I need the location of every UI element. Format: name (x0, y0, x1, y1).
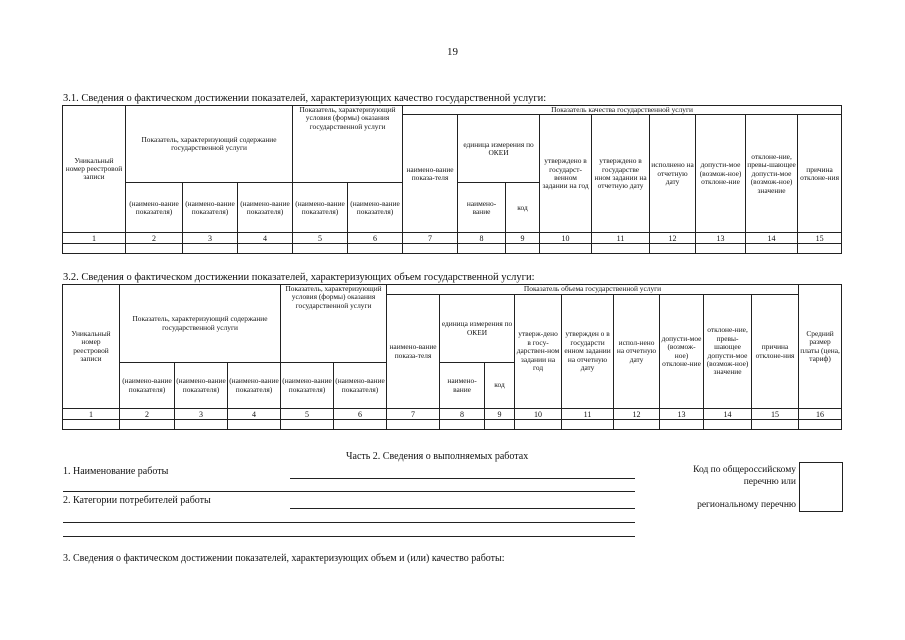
table-cell[interactable] (650, 244, 696, 254)
code-label-line-2: перечню или (743, 477, 796, 487)
column-number: 5 (281, 409, 334, 420)
table-cell[interactable] (63, 244, 126, 254)
column-number: 12 (650, 233, 696, 244)
subheader-naim: (наимено-вание показателя) (183, 183, 238, 233)
column-number: 11 (592, 233, 650, 244)
work-name-label: 1. Наименование работы (63, 466, 169, 477)
consumers-line[interactable] (290, 508, 635, 509)
header-approved-date: утверждено в государстве нном задании на отчетную дату (592, 115, 650, 233)
section-3-2-title: 3.2. Сведения о фактическом достижении показателей, характеризующих объем государственной услуги: (63, 272, 535, 283)
header-allowed-deviation: допусти-мое (возмож-ное) отклоне-ние (660, 295, 704, 409)
column-number: 7 (387, 409, 440, 420)
column-number: 13 (660, 409, 704, 420)
subheader-naim: (наимено-вание показателя) (348, 183, 403, 233)
table-cell[interactable] (175, 420, 228, 430)
column-number: 6 (348, 233, 403, 244)
header-unique-number: Уникальный номер реестровой записи (63, 285, 120, 409)
column-number: 8 (458, 233, 506, 244)
header-allowed-deviation: допусти-мое (возмож-ное) отклоне-ние (696, 115, 746, 233)
code-label-line-3: региональному перечню (697, 500, 796, 510)
header-okei-unit: единица измерения по ОКЕИ (440, 295, 515, 363)
column-number: 9 (485, 409, 515, 420)
header-quality-indicator: Показатель качества государственной услуги (403, 106, 842, 115)
table-cell[interactable] (592, 244, 650, 254)
code-label-line-1: Код по общероссийскому (693, 465, 796, 475)
code-box[interactable] (799, 462, 843, 512)
column-number: 3 (175, 409, 228, 420)
page-number: 19 (447, 46, 458, 58)
work-name-line[interactable] (290, 478, 635, 479)
table-cell[interactable] (614, 420, 660, 430)
subheader-naim: (наимено-вание показателя) (228, 363, 281, 409)
table-cell[interactable] (183, 244, 238, 254)
column-number: 7 (403, 233, 458, 244)
consumers-line-3[interactable] (63, 536, 635, 537)
header-indicator-name: наимено-вание показа-теля (403, 115, 458, 233)
column-number: 9 (506, 233, 540, 244)
column-number: 14 (746, 233, 798, 244)
table-cell[interactable] (799, 420, 842, 430)
table-cell[interactable] (293, 244, 348, 254)
table-cell[interactable] (704, 420, 752, 430)
subheader-naim: (наимено-вание показателя) (175, 363, 228, 409)
table-row (63, 420, 842, 430)
column-number: 16 (799, 409, 842, 420)
section-3-title: 3. Сведения о фактическом достижении показателей, характеризующих объем и (или) качество работы: (63, 553, 505, 564)
column-number: 10 (515, 409, 562, 420)
column-number: 15 (752, 409, 799, 420)
volume-indicators-table (62, 284, 842, 430)
column-number: 11 (562, 409, 614, 420)
column-number: 5 (293, 233, 348, 244)
header-unique-number: Уникальный номер реестровой записи (63, 106, 126, 233)
table-cell[interactable] (334, 420, 387, 430)
table-cell[interactable] (120, 420, 175, 430)
header-exceeding-deviation: отклоне-ние, превы-шающее допусти-мое (возмож-ное) значение (746, 115, 798, 233)
column-number: 6 (334, 409, 387, 420)
header-unit-name: наимено-вание (458, 183, 506, 233)
table-cell[interactable] (281, 420, 334, 430)
header-deviation-reason: причина отклоне-ния (752, 295, 799, 409)
column-number: 10 (540, 233, 592, 244)
header-content-indicator: Показатель, характеризующий содержание государственной услуги (126, 106, 293, 183)
table-cell[interactable] (63, 420, 120, 430)
header-executed: испол-нено на отчетную дату (614, 295, 660, 409)
table-cell[interactable] (387, 420, 440, 430)
header-executed: исполнено на отчетную дату (650, 115, 696, 233)
quality-indicators-table (62, 105, 842, 254)
header-average-price: Средний размер платы (цена, тариф) (799, 285, 842, 409)
table-cell[interactable] (403, 244, 458, 254)
header-approved-year: утверждено в государст-венном задании на год (540, 115, 592, 233)
table-cell[interactable] (660, 420, 704, 430)
header-exceeding-deviation: отклоне-ние, превы-шающее допусти-мое (возмож-ное) значение (704, 295, 752, 409)
header-approved-date: утвержден о в государсти енном задании на отчетную дату (562, 295, 614, 409)
consumers-line-2[interactable] (63, 522, 635, 523)
table-cell[interactable] (348, 244, 403, 254)
column-number: 13 (696, 233, 746, 244)
column-number: 8 (440, 409, 485, 420)
column-number: 1 (63, 233, 126, 244)
table-cell[interactable] (228, 420, 281, 430)
table-cell[interactable] (126, 244, 183, 254)
column-number: 1 (63, 409, 120, 420)
table-cell[interactable] (458, 244, 506, 254)
table-cell[interactable] (506, 244, 540, 254)
table-row (63, 244, 842, 254)
header-approved-year: утверж-дено в госу-дарствен-ном задании на год (515, 295, 562, 409)
column-number: 4 (228, 409, 281, 420)
table-cell[interactable] (798, 244, 842, 254)
subheader-naim: (наимено-вание показателя) (293, 183, 348, 233)
subheader-naim: (наимено-вание показателя) (281, 363, 334, 409)
column-number: 2 (120, 409, 175, 420)
header-unit-code: код (485, 363, 515, 409)
table-cell[interactable] (696, 244, 746, 254)
table-cell[interactable] (562, 420, 614, 430)
subheader-naim: (наимено-вание показателя) (238, 183, 293, 233)
header-content-indicator: Показатель, характеризующий содержание государственной услуги (120, 285, 281, 363)
table-cell[interactable] (238, 244, 293, 254)
table-cell[interactable] (540, 244, 592, 254)
part-2-title: Часть 2. Сведения о выполняемых работах (346, 451, 529, 462)
header-okei-unit: единица измерения по ОКЕИ (458, 115, 540, 183)
header-indicator-name: наимено-вание показа-теля (387, 295, 440, 409)
subheader-naim: (наимено-вание показателя) (334, 363, 387, 409)
table-cell[interactable] (746, 244, 798, 254)
table-cell[interactable] (752, 420, 799, 430)
header-unit-code: код (506, 183, 540, 233)
column-number: 2 (126, 233, 183, 244)
header-unit-name: наимено-вание (440, 363, 485, 409)
header-deviation-reason: причина отклоне-ния (798, 115, 842, 233)
header-conditions-indicator: Показатель, характеризующий условия (формы) оказания государственной услуги (293, 106, 403, 183)
column-number: 15 (798, 233, 842, 244)
column-number: 12 (614, 409, 660, 420)
consumers-label: 2. Категории потребителей работы (63, 495, 211, 506)
subheader-naim: (наимено-вание показателя) (120, 363, 175, 409)
subheader-naim: (наимено-вание показателя) (126, 183, 183, 233)
header-volume-indicator: Показатель объема государственной услуги (387, 285, 799, 295)
column-number: 14 (704, 409, 752, 420)
column-number: 3 (183, 233, 238, 244)
table-cell[interactable] (515, 420, 562, 430)
header-conditions-indicator: Показатель, характеризующий условия (формы) оказания государственной услуги (281, 285, 387, 363)
table-cell[interactable] (485, 420, 515, 430)
section-3-1-title: 3.1. Сведения о фактическом достижении показателей, характеризующих качество государственной услуги: (63, 93, 547, 104)
work-name-line-2[interactable] (63, 491, 635, 492)
table-cell[interactable] (440, 420, 485, 430)
column-number: 4 (238, 233, 293, 244)
